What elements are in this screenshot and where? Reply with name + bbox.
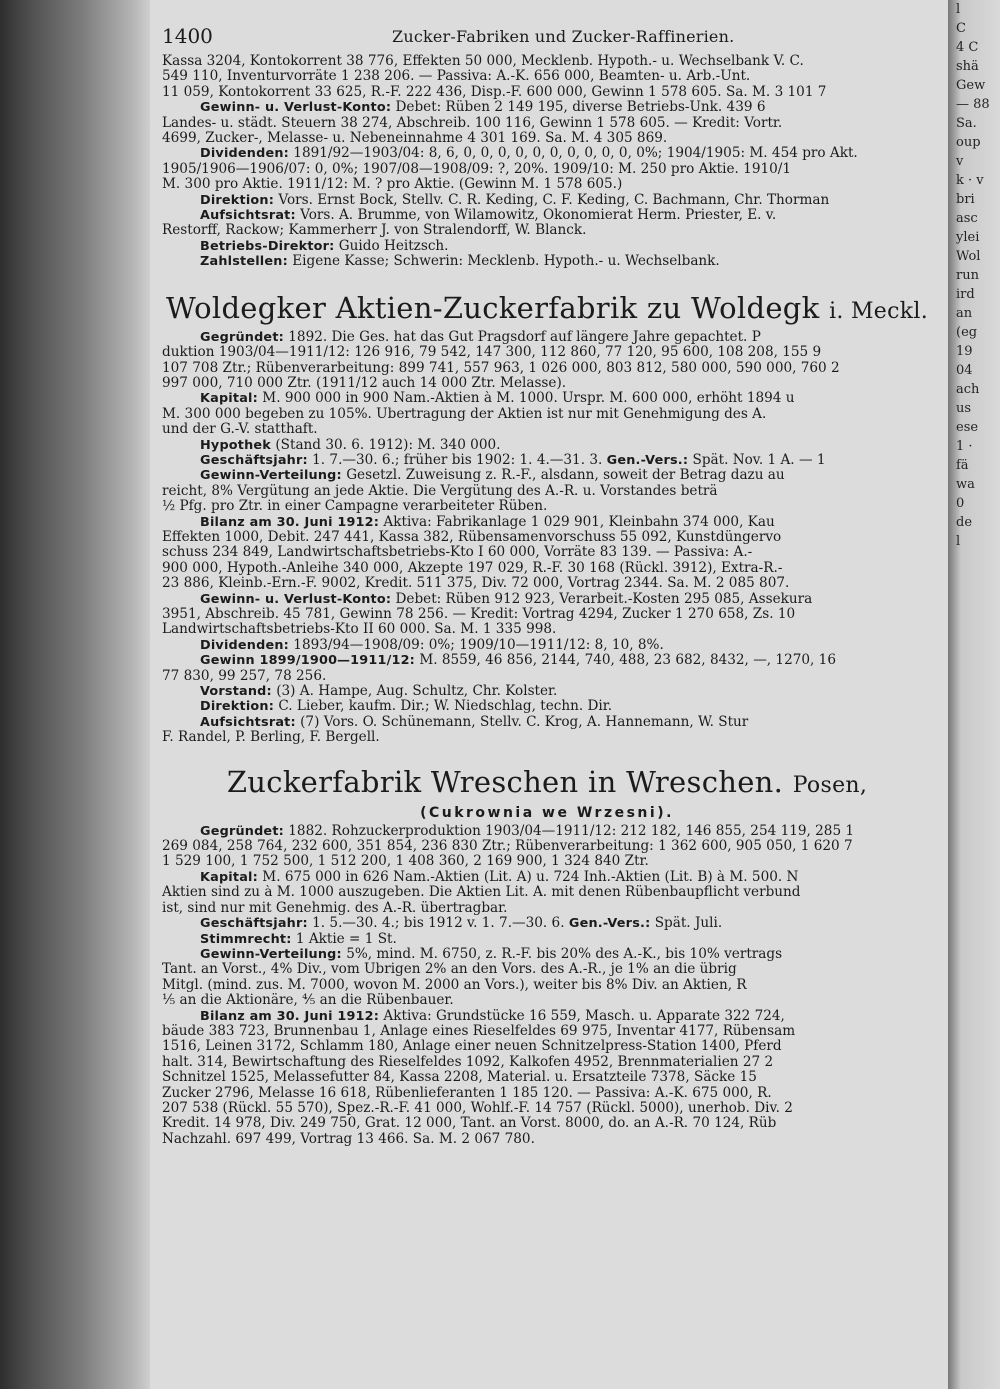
facing-page-fragment: 1 · (956, 439, 973, 454)
entry-continuation-line: F. Randel, P. Berling, F. Bergell. (162, 730, 380, 746)
facing-page-fragment: v (956, 154, 964, 169)
page-content (162, 24, 932, 1147)
field-label: Gewinn- u. Verlust-Konto: (200, 100, 392, 116)
entry-field-line (162, 699, 932, 714)
field-text: Guido Heitzsch. (338, 238, 449, 254)
entry-field-line (162, 239, 932, 254)
field-label-secondary: Gen.-Vers.: (568, 916, 651, 932)
entry-wreschen (162, 824, 932, 1148)
facing-page-fragment: 04 (956, 363, 973, 378)
entry-continuation-line: Restorff, Rackow; Kammerherr J. von Stralendorff, W. Blanck. (162, 223, 587, 239)
facing-page-fragment: 0 (956, 496, 965, 511)
entry-continuation-line: ist, sind nur mit Genehmig. des A.-R. übertragbar. (162, 900, 508, 916)
field-text: (3) A. Hampe, Aug. Schultz, Chr. Kolster. (276, 684, 558, 700)
entry-field-line (162, 653, 932, 668)
field-label: Aufsichtsrat: (200, 714, 296, 730)
field-label: Dividenden: (200, 146, 289, 162)
field-label: Gegründet: (200, 823, 284, 839)
facing-page-fragment: us (956, 401, 972, 416)
field-text: Vors. A. Brumme, von Wilamowitz, Ökonomierat Herm. Priester, E. v. (300, 208, 777, 224)
entry-continuation-line: 23 886, Kleinb.-Ern.-F. 9002, Kredit. 511 375, Div. 72 000, Vortrag 2344. Sa. M. 2 085 807. (162, 576, 790, 592)
field-label: Direktion: (200, 192, 275, 208)
entry-continuation-line: duktion 1903/04—1911/12: 126 916, 79 542, 147 300, 112 860, 77 120, 95 600, 108 208, 155 9 (162, 345, 822, 361)
facing-page-fragment: l (956, 2, 961, 17)
entry-field-line (162, 468, 932, 483)
entry-field-line (162, 1009, 932, 1024)
entry-continuation-line: halt. 314, Bewirtschaftung des Rieselfeldes 1092, Kalkofen 4952, Brennmaterialien 27 2 (162, 1054, 774, 1070)
facing-page-fragment: — 88 (956, 97, 990, 112)
entry-continuation-line: ⅕ an die Aktionäre, ⅘ an die Rübenbauer. (162, 993, 454, 1009)
entry-field-line (162, 638, 932, 653)
facing-page-fragment: k · v (956, 173, 984, 188)
facing-page-fragment: Gew (956, 78, 986, 93)
field-label: Hypothek (200, 437, 272, 453)
facing-page-fragment: ylei (956, 230, 980, 245)
facing-page-fragment: oup (956, 135, 981, 150)
field-text: 5%, mind. M. 6750, z. R.-F. bis 20% des A.-K., bis 10% vertrags (346, 946, 783, 962)
field-text: (7) Vors. O. Schünemann, Stellv. C. Krog, A. Hannemann, W. Stur (300, 714, 749, 730)
entry-field-line (162, 438, 932, 453)
entry-field-line (162, 824, 932, 839)
field-text: (Stand 30. 6. 1912): M. 340 000. (275, 437, 501, 453)
entry-field-line (162, 193, 932, 208)
field-label: Zahlstellen: (200, 254, 288, 270)
field-text: 1892. Die Ges. hat das Gut Pragsdorf auf längere Jahre gepachtet. P (288, 329, 761, 345)
entry-continuation-line: schuss 234 849, Landwirtschaftsbetriebs-Kto I 60 000, Vorräte 83 139. — Passiva: A.- (162, 545, 753, 561)
field-label: Gewinn 1899/1900—1911/12: (200, 653, 415, 669)
field-label: Geschäftsjahr: (200, 916, 308, 932)
facing-page-fragment: asc (956, 211, 978, 226)
facing-page-fragment: ach (956, 382, 980, 397)
entry-field-line (162, 916, 932, 931)
field-text: 1. 7.—30. 6.; früher bis 1902: 1. 4.—31. 3. (312, 452, 603, 468)
entry-continuation-line: Landes- u. städt. Steuern 38 274, Abschreib. 100 116, Gewinn 1 578 605. — Kredit: Vortr. (162, 115, 783, 131)
running-title: Zucker-Fabriken und Zucker-Raffinerien. (392, 27, 735, 46)
entry-field-line (162, 208, 932, 223)
company-title-wreschen (162, 764, 932, 804)
entry-continuation-line: 1 529 100, 1 752 500, 1 512 200, 1 408 360, 2 169 900, 1 324 840 Ztr. (162, 854, 649, 870)
entry-continuation-line: ½ Pfg. pro Ztr. in einer Campagne verarbeiteter Rüben. (162, 499, 548, 515)
entry-continuation-line: und der G.-V. statthaft. (162, 422, 318, 438)
continuation-line: Kassa 3204, Kontokorrent 38 776, Effekten 50 000, Mecklenb. Hypoth.- u. Wechselbank V. C. (162, 54, 804, 69)
entry-continuation-line: Tant. an Vorst., 4% Div., vom Übrigen 2% an den Vors. des A.-R., je 1% an die übrig (162, 962, 737, 978)
field-label-secondary: Gen.-Vers.: (606, 452, 689, 468)
entry-continuation-line: M. 300 pro Aktie. 1911/12: M. ? pro Aktie. (Gewinn M. 1 578 605.) (162, 177, 623, 193)
facing-page-fragment: ese (956, 420, 979, 435)
entry-continuation-line: Aktien sind zu à M. 1000 auszugeben. Die Aktien Lit. A. mit denen Rübenbaupflicht verbund (162, 885, 801, 901)
field-text: 1893/94—1908/09: 0%; 1909/10—1911/12: 8, 10, 8%. (293, 637, 664, 653)
entry-continuation-line: 1905/1906—1906/07: 0, 0%; 1907/08—1908/09: ?, 20%. 1909/10: M. 250 pro Aktie. 1910/1 (162, 161, 792, 177)
field-label: Direktion: (200, 699, 275, 715)
entry-continuation-line: 1516, Leinen 3172, Schlamm 180, Anlage einer neuen Schnitzelpress-Station 1400, Pferd (162, 1039, 782, 1055)
entry-field-line (162, 254, 932, 269)
field-text: Eigene Kasse; Schwerin: Mecklenb. Hypoth.- u. Wechselbank. (292, 254, 720, 270)
facing-page-fragment: 19 (956, 344, 973, 359)
field-text-secondary: Spät. Juli. (654, 916, 723, 932)
facing-page-fragment: run (956, 268, 979, 283)
field-label: Gewinn-Verteilung: (200, 946, 342, 962)
continuation-line: 549 110, Inventurvorräte 1 238 206. — Passiva: A.-K. 656 000, Beamten- u. Arb.-Unt. (162, 69, 751, 85)
facing-page-edge (948, 0, 1000, 1389)
field-text: 1. 5.—30. 4.; bis 1912 v. 1. 7.—30. 6. (312, 916, 565, 932)
field-label: Bilanz am 30. Juni 1912: (200, 514, 380, 530)
page-header (162, 24, 932, 54)
field-label: Vorstand: (200, 684, 272, 700)
entry-field-line (162, 100, 932, 115)
company-place: Posen, (792, 772, 868, 798)
field-text: 1891/92—1903/04: 8, 6, 0, 0, 0, 0, 0, 0, 0, 0, 0, 0, 0%; 1904/1905: M. 454 pro Akt. (293, 146, 858, 162)
field-label: Bilanz am 30. Juni 1912: (200, 1008, 380, 1024)
facing-page-fragment: ird (956, 287, 975, 302)
field-text: Aktiva: Fabrikanlage 1 029 901, Kleinbahn 374 000, Kau (383, 514, 775, 530)
field-text: Aktiva: Grundstücke 16 559, Masch. u. Apparate 322 724, (383, 1008, 785, 1024)
entry-continuation-line: 269 084, 258 764, 232 600, 351 854, 236 830 Ztr.; Rübenverarbeitung: 1 362 600, 905 050, 1 620 7 (162, 839, 853, 855)
entry-continuation-line: Nachzahl. 697 499, Vortrag 13 466. Sa. M. 2 067 780. (162, 1131, 535, 1147)
entry-field-line (162, 715, 932, 730)
field-text: M. 8559, 46 856, 2144, 740, 488, 23 682, 8432, —, 1270, 16 (419, 653, 836, 669)
document-page (150, 0, 948, 1389)
field-label: Dividenden: (200, 637, 289, 653)
facing-page-fragment: shä (956, 59, 979, 74)
field-text: Debet: Rüben 2 149 195, diverse Betriebs-Unk. 439 6 (395, 100, 766, 116)
field-text: Vors. Ernst Bock, Stellv. C. R. Keding, C. F. Keding, C. Bachmann, Chr. Thorman (278, 192, 830, 208)
entry-continuation-line: 3951, Abschreib. 45 781, Gewinn 78 256. — Kredit: Vortrag 4294, Zucker 1 270 658, Zs. 10 (162, 607, 796, 622)
entry-field-line (162, 330, 932, 345)
entry-field-line (162, 870, 932, 885)
field-label: Betriebs-Direktor: (200, 238, 335, 254)
facing-page-fragment: an (956, 306, 973, 321)
field-label: Aufsichtsrat: (200, 208, 296, 224)
entry-continuation-line: 900 000, Hypoth.-Anleihe 340 000, Akzepte 197 029, R.-F. 30 168 (Rückl. 3912), Extra-R.- (162, 560, 783, 576)
field-text: M. 900 000 in 900 Nam.-Aktien à M. 1000. Urspr. M. 600 000, erhöht 1894 u (262, 391, 795, 407)
facing-page-fragment: Wol (956, 249, 981, 264)
entry-continuation-line: bäude 383 723, Brunnenbau 1, Anlage eines Rieselfeldes 69 975, Inventar 4177, Rübensam (162, 1023, 796, 1039)
entry-continuation-line: Mitgl. (mind. zus. M. 7000, wovon M. 2000 an Vors.), weiter bis 8% Div. an Aktien, R (162, 977, 747, 993)
field-text: 1 Aktie = 1 St. (295, 931, 397, 947)
entry-field-line (162, 391, 932, 406)
entry-continuation-line: Effekten 1000, Debit. 247 441, Kassa 382, Rübensamenvorschuss 55 092, Kunstdüngervo (162, 529, 782, 545)
entry-continuation-line: Landwirtschaftsbetriebs-Kto II 60 000. Sa. M. 1 335 998. (162, 622, 557, 638)
field-label: Geschäftsjahr: (200, 452, 308, 468)
previous-entry-continuation (162, 54, 932, 270)
entry-field-line (162, 932, 932, 947)
field-label: Kapital: (200, 391, 258, 407)
facing-page-fragment: l (956, 534, 961, 549)
page-number: 1400 (162, 24, 213, 48)
company-name: Zuckerfabrik Wreschen in Wreschen. (226, 764, 784, 799)
facing-page-fragment: de (956, 515, 973, 530)
field-text: 1882. Rohzuckerproduktion 1903/04—1911/12: 212 182, 146 855, 254 119, 285 1 (288, 823, 855, 839)
entry-field-line (162, 453, 932, 468)
field-label: Stimmrecht: (200, 931, 292, 947)
book-spine-shadow (0, 0, 150, 1389)
facing-page-fragment: Sa. (956, 116, 977, 131)
entry-continuation-line: Zucker 2796, Melasse 16 618, Rübenlieferanten 1 185 120. — Passiva: A.-K. 675 000, R. (162, 1085, 772, 1101)
entry-continuation-line: 77 830, 99 257, 78 256. (162, 668, 327, 684)
facing-page-fragment: (eg (956, 325, 978, 340)
entry-continuation-line: reicht, 8% Vergütung an jede Aktie. Die Vergütung des A.-R. u. Vorstandes beträ (162, 483, 718, 499)
continuation-line: 11 059, Kontokorrent 33 625, R.-F. 222 436, Disp.-F. 600 000, Gewinn 1 578 605. Sa. M. 3 101 7 (162, 84, 827, 100)
facing-page-fragment: wa (956, 477, 975, 492)
field-label: Gegründet: (200, 329, 284, 345)
field-label: Kapital: (200, 869, 258, 885)
entry-continuation-line: 107 708 Ztr.; Rübenverarbeitung: 899 741, 557 963, 1 026 000, 803 812, 580 000, 590 000, 760 2 (162, 360, 840, 376)
entry-continuation-line: Kredit. 14 978, Div. 249 750, Grat. 12 000, Tant. an Vorst. 8000, do. an A.-R. 70 124, Rüb (162, 1116, 777, 1132)
entry-field-line (162, 146, 932, 161)
field-text: Debet: Rüben 912 923, Verarbeit.-Kosten 295 085, Assekura (395, 591, 813, 607)
company-title-woldegk (162, 290, 932, 330)
entry-field-line (162, 515, 932, 530)
company-place: i. Meckl. (829, 298, 929, 324)
entry-continuation-line: Schnitzel 1525, Melassefutter 84, Kassa 2208, Material. u. Ersatzteile 7378, Säcke 15 (162, 1070, 757, 1086)
entry-continuation-line: M. 300 000 begeben zu 105%. Übertragung der Aktien ist nur mit Genehmigung des A. (162, 406, 767, 422)
field-text: M. 675 000 in 626 Nam.-Aktien (Lit. A) u. 724 Inh.-Aktien (Lit. B) à M. 500. N (262, 869, 799, 885)
entry-field-line (162, 592, 932, 607)
entry-continuation-line: 997 000, 710 000 Ztr. (1911/12 auch 14 000 Ztr. Melasse). (162, 375, 567, 391)
field-text: Gesetzl. Zuweisung z. R.-F., alsdann, soweit der Betrag dazu au (346, 468, 785, 484)
entry-woldegk (162, 330, 932, 746)
entry-continuation-line: 4699, Zucker-, Melasse- u. Nebeneinnahme 4 301 169. Sa. M. 4 305 869. (162, 131, 668, 147)
entry-field-line (162, 684, 932, 699)
entry-field-line (162, 947, 932, 962)
facing-page-fragment: bri (956, 192, 975, 207)
facing-page-fragment: fä (956, 458, 969, 473)
field-text: C. Lieber, kaufm. Dir.; W. Niedschlag, techn. Dir. (278, 699, 613, 715)
facing-page-fragment: C (956, 21, 966, 36)
company-name: Woldegker Aktien-Zuckerfabrik zu Woldegk (165, 290, 820, 325)
facing-page-fragment: 4 C (956, 40, 979, 55)
field-label: Gewinn- u. Verlust-Konto: (200, 591, 392, 607)
company-polish-name: (Cukrownia we Wrzesni). (420, 804, 674, 821)
field-text-secondary: Spät. Nov. 1 A. — 1 (692, 452, 826, 468)
field-label: Gewinn-Verteilung: (200, 468, 342, 484)
entry-continuation-line: 207 538 (Rückl. 55 570), Spez.-R.-F. 41 000, Wohlf.-F. 14 757 (Rückl. 5000), unerhob. Div. 2 (162, 1100, 793, 1116)
